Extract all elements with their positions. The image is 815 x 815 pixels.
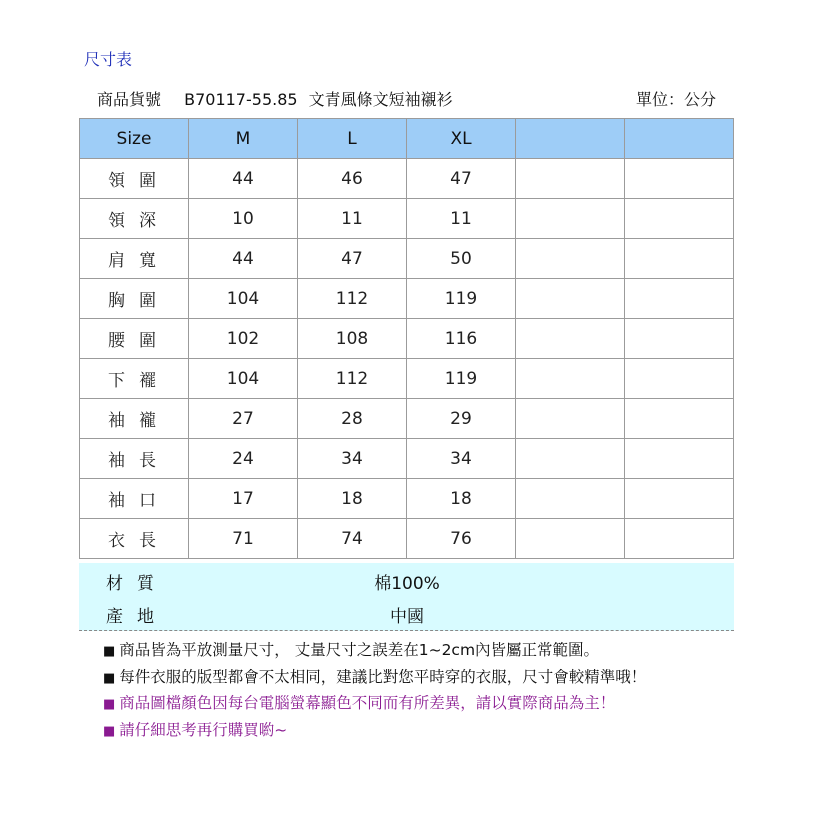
table-cell: 50 [407, 239, 516, 279]
row-label: 領圍 [80, 159, 189, 199]
row-label: 衣長 [80, 519, 189, 559]
table-cell [516, 519, 625, 559]
header-cell-m: M [189, 119, 298, 159]
table-cell: 112 [298, 359, 407, 399]
page-title: 尺寸表 [84, 50, 133, 69]
size-header-row [80, 119, 734, 159]
table-cell: 27 [189, 399, 298, 439]
bullet-square-icon: ■ [103, 723, 116, 739]
table-row [80, 279, 734, 319]
table-cell [625, 399, 734, 439]
table-cell [625, 279, 734, 319]
table-row [80, 359, 734, 399]
table-cell [516, 439, 625, 479]
table-row [80, 239, 734, 279]
table-cell: 18 [407, 479, 516, 519]
list-item [103, 665, 646, 692]
row-label: 腰圍 [80, 319, 189, 359]
table-row [80, 199, 734, 239]
table-cell: 104 [189, 279, 298, 319]
header-cell-empty [625, 119, 734, 159]
table-cell: 18 [298, 479, 407, 519]
table-cell [625, 199, 734, 239]
table-cell [516, 159, 625, 199]
table-cell [625, 319, 734, 359]
table-cell: 11 [407, 199, 516, 239]
table-cell [516, 479, 625, 519]
table-cell: 11 [298, 199, 407, 239]
table-cell [625, 359, 734, 399]
header-cell-empty [516, 119, 625, 159]
table-cell: 104 [189, 359, 298, 399]
material-label: 材質 [106, 574, 168, 594]
header-cell-size: Size [80, 119, 189, 159]
list-item [103, 691, 646, 718]
table-cell [516, 279, 625, 319]
table-cell [625, 159, 734, 199]
table-cell [625, 479, 734, 519]
row-label: 肩寬 [80, 239, 189, 279]
product-name: 文青風條文短袖襯衫 [308, 90, 453, 109]
material-row [79, 563, 734, 596]
product-code-label: 商品貨號 [97, 90, 162, 109]
note-text: 商品皆為平放測量尺寸， 丈量尺寸之誤差在1~2cm內皆屬正常範圍。 [119, 641, 600, 659]
table-cell [516, 199, 625, 239]
table-cell: 24 [189, 439, 298, 479]
material-origin-panel [79, 563, 734, 631]
row-label: 袖襱 [80, 399, 189, 439]
origin-value: 中國 [390, 607, 424, 627]
table-row [80, 479, 734, 519]
table-cell: 47 [407, 159, 516, 199]
row-label: 領深 [80, 199, 189, 239]
table-cell: 34 [407, 439, 516, 479]
product-code: B70117-55.85 [184, 90, 298, 109]
table-cell [516, 319, 625, 359]
bullet-square-icon: ■ [103, 670, 116, 686]
table-cell: 74 [298, 519, 407, 559]
bullet-square-icon: ■ [103, 697, 116, 712]
table-cell [516, 399, 625, 439]
bullet-square-icon: ■ [103, 644, 116, 659]
header-cell-xl: XL [407, 119, 516, 159]
notes-list [103, 638, 646, 744]
row-label: 袖長 [80, 439, 189, 479]
note-text: 每件衣服的版型都會不太相同，建議比對您平時穿的衣服，尺寸會較精準哦！ [119, 667, 647, 686]
unit-label: 單位：公分 [636, 90, 717, 109]
header-cell-l: L [298, 119, 407, 159]
note-text: 商品圖檔顏色因每台電腦螢幕顯色不同而有所差異，請以實際商品為主！ [119, 694, 616, 712]
table-cell: 28 [298, 399, 407, 439]
table-cell [516, 239, 625, 279]
table-cell: 119 [407, 359, 516, 399]
table-cell: 71 [189, 519, 298, 559]
table-cell [625, 519, 734, 559]
table-cell: 112 [298, 279, 407, 319]
row-label: 袖口 [80, 479, 189, 519]
table-cell: 44 [189, 239, 298, 279]
table-row [80, 439, 734, 479]
table-cell: 17 [189, 479, 298, 519]
row-label: 胸圍 [80, 279, 189, 319]
table-cell: 76 [407, 519, 516, 559]
table-cell: 10 [189, 199, 298, 239]
material-value: 棉100% [374, 574, 440, 594]
table-row [80, 319, 734, 359]
table-cell: 29 [407, 399, 516, 439]
table-cell [625, 439, 734, 479]
table-row [80, 399, 734, 439]
product-info [97, 87, 453, 110]
table-cell: 102 [189, 319, 298, 359]
origin-row [79, 596, 734, 629]
table-cell: 116 [407, 319, 516, 359]
list-item [103, 718, 646, 745]
row-label: 下襬 [80, 359, 189, 399]
table-cell: 46 [298, 159, 407, 199]
table-cell [625, 239, 734, 279]
size-table [79, 118, 734, 559]
list-item [103, 638, 646, 665]
table-row [80, 519, 734, 559]
table-cell: 47 [298, 239, 407, 279]
origin-label: 產地 [106, 607, 168, 627]
table-cell: 108 [298, 319, 407, 359]
table-cell: 44 [189, 159, 298, 199]
table-cell: 34 [298, 439, 407, 479]
table-row [80, 159, 734, 199]
table-cell: 119 [407, 279, 516, 319]
note-text: 請仔細思考再行購買喲~ [119, 720, 288, 739]
table-cell [516, 359, 625, 399]
